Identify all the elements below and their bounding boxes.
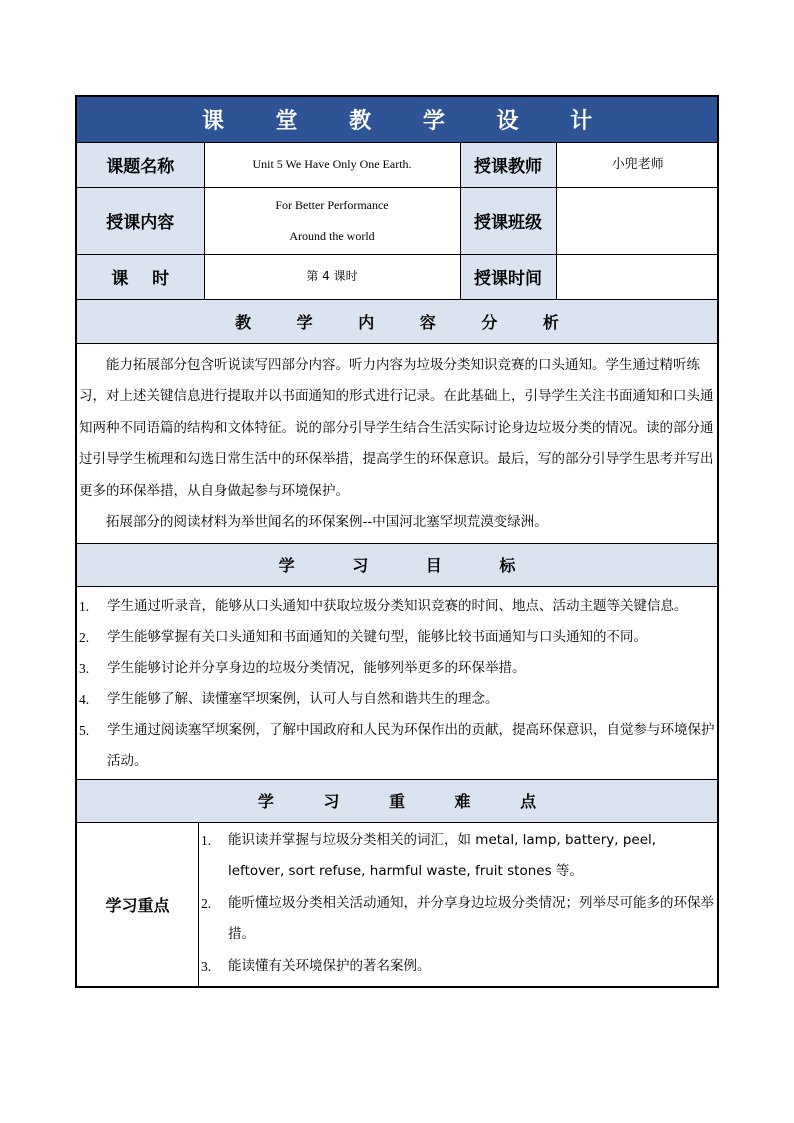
- content-label: 授课内容: [77, 187, 204, 254]
- objective-number: 4.: [79, 691, 90, 707]
- analysis-paragraph: 能力拓展部分包含听说读写四部分内容。听力内容为垃圾分类知识竞赛的口头通知。学生通过精听练习，对上述关键信息进行提取并以书面通知的形式进行记录。在此基础上，引导学生关注书面通知和口头通知两种不同语篇的结构和文体特征。说的部分引导学生结合生活实际讨论身边垃圾分类的情况。读的部分通过引导学生梳理和勾选日常生活中的环保举措，提高学生的环保意识。最后，写的部分引导学生思考并写出更多的环保举措，从自身做起参与环境保护。: [79, 356, 714, 499]
- objective-text: 学生能够了解、读懂塞罕坝案例，认可人与自然和谐共生的理念。: [107, 690, 499, 707]
- objectives-heading-text: 学 习 目 标: [278, 556, 542, 575]
- objectives-heading: [77, 543, 717, 587]
- key-point-number: 1.: [201, 832, 212, 848]
- objective-item: [79, 622, 715, 653]
- content-line-1: For Better Performance: [275, 197, 389, 212]
- class-label: 授课班级: [460, 187, 556, 254]
- document-title: 课 堂 教 学 设 计: [77, 97, 717, 143]
- content-value: [204, 187, 460, 254]
- objective-item: [79, 591, 715, 622]
- objective-number: 2.: [79, 629, 90, 645]
- key-points-heading: [77, 779, 717, 823]
- topic-value: Unit 5 We Have Only One Earth.: [204, 143, 460, 187]
- objective-number: 5.: [79, 722, 90, 738]
- key-points-row: [77, 823, 717, 987]
- class-value: [556, 187, 719, 254]
- objective-text: 学生通过阅读塞罕坝案例，了解中国政府和人民为环保作出的贡献，提高环保意识，自觉参与环境保护活动。: [107, 721, 715, 769]
- teacher-value: 小兜老师: [556, 143, 719, 187]
- topic-label: 课题名称: [77, 143, 204, 187]
- key-point-text: 能读懂有关环境保护的著名案例。: [228, 957, 431, 974]
- period-value: 第 4 课时: [204, 254, 460, 299]
- objective-item: [79, 684, 715, 715]
- lesson-plan-document: [75, 95, 719, 988]
- objective-item: [79, 715, 715, 777]
- analysis-paragraph: 拓展部分的阅读材料为举世闻名的环保案例--中国河北塞罕坝荒漠变绿洲。: [106, 514, 548, 530]
- time-value: [556, 254, 719, 299]
- key-points-list: [199, 823, 717, 987]
- objective-text: 学生能够讨论并分享身边的垃圾分类情况，能够列举更多的环保举措。: [107, 659, 526, 676]
- content-line-2: Around the world: [289, 228, 375, 243]
- info-row-period: [77, 254, 719, 299]
- analysis-body: [77, 344, 717, 543]
- key-point-text: 能识读并掌握与垃圾分类相关的词汇，如 metal, lamp, battery, peel, leftover, sort refuse, harmful waste, fruit stones 等。: [228, 831, 657, 879]
- key-point-item: [201, 951, 715, 983]
- key-points-heading-text: 学 习 重 难 点: [257, 792, 559, 811]
- key-point-item: [201, 888, 715, 951]
- objective-item: [79, 653, 715, 684]
- teacher-label: 授课教师: [460, 143, 556, 187]
- analysis-heading: [77, 300, 717, 344]
- key-point-number: 2.: [201, 895, 212, 911]
- period-label: 课 时: [77, 254, 204, 299]
- analysis-heading-text: 教 学 内 容 分 析: [235, 312, 579, 332]
- objective-text: 学生通过听录音，能够从口头通知中获取垃圾分类知识竞赛的时间、地点、活动主题等关键信息。: [107, 597, 688, 614]
- key-points-label: 学习重点: [77, 823, 199, 987]
- info-row-content: [77, 187, 719, 254]
- key-point-number: 3.: [201, 958, 212, 974]
- info-table: [77, 143, 719, 300]
- key-point-text: 能听懂垃圾分类相关活动通知，并分享身边垃圾分类情况；列举尽可能多的环保举措。: [228, 894, 714, 942]
- key-point-item: [201, 825, 715, 888]
- objective-number: 3.: [79, 660, 90, 676]
- objectives-list: [77, 587, 717, 779]
- info-row-topic: [77, 143, 719, 187]
- objective-text: 学生能够掌握有关口头通知和书面通知的关键句型，能够比较书面通知与口头通知的不同。: [107, 628, 647, 645]
- time-label: 授课时间: [460, 254, 556, 299]
- objective-number: 1.: [79, 598, 90, 614]
